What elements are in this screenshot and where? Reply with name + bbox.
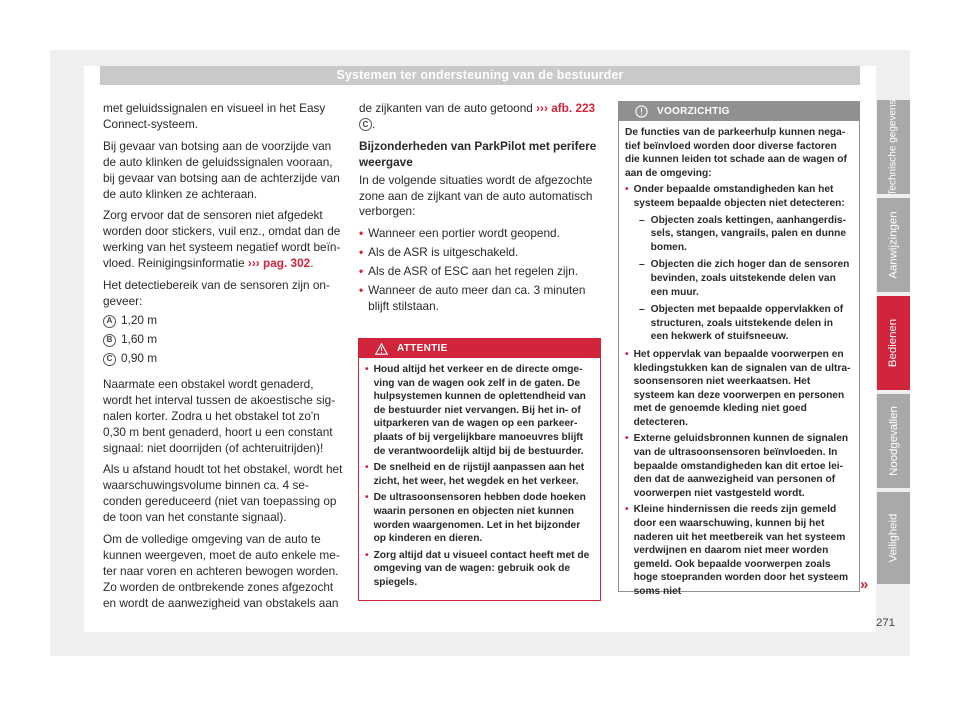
figure-reference-link[interactable]: afb. 223 [551, 101, 596, 115]
list-item: • De snelheid en de rijstijl aanpassen aan het zicht, het weer, het wegdek en het verkeer. [365, 462, 585, 487]
attention-body [359, 358, 600, 597]
attention-box [358, 338, 601, 601]
tab-technische-gegevens[interactable]: Technische gegevens [877, 100, 910, 194]
paragraph: met geluidssignalen en visueel in het Easy Connect-systeem. [103, 101, 326, 131]
bullet-icon: • [625, 504, 629, 516]
range-value: 1,20 m [121, 313, 158, 328]
tab-noodgevallen[interactable]: Noodgevallen [877, 394, 910, 488]
list-item: • Als de ASR is uitgeschakeld. [359, 245, 519, 260]
bullet-icon: • [625, 433, 629, 445]
dash-item: – Objecten die zich hoger dan de sensoren bevinden, zoals uitstekende delen van een muur. [639, 259, 850, 298]
paragraph: de zijkanten van de auto getoond ››› afb. 223 C . [359, 101, 596, 131]
subheading: Bijzonderheden van ParkPilot met perifere weergave [359, 138, 597, 169]
bullet-icon: • [625, 184, 629, 196]
reference-arrow-icon: ››› [247, 256, 260, 271]
reference-arrow-icon: ››› [536, 101, 548, 115]
paragraph: Zorg ervoor dat de sensoren niet afgedekt worden door stickers, vuil enz., omdat dan de werking van het systeem negatief wordt beïnvloed. Reinigingsinformatie ››› pag. 302. [103, 208, 341, 271]
bullet-icon: • [359, 226, 364, 241]
bullet-icon: • [359, 245, 364, 260]
list-item: • Kleine hindernissen die reeds zijn gemeld door een waarschuwing, kunnen bij het naderen uit het meetbereik van het systeem verdwijnen en daarom niet meer worden gemeld. Ook bepaalde voorwerpen zoals hoge stoepranden worden door het systeem soms niet [625, 504, 849, 597]
bullet-icon: • [365, 549, 369, 561]
range-value: 0,90 m [121, 351, 158, 366]
caution-intro: De functies van de parkeerhulp kunnen negatief beïnvloed worden door diverse factoren die kunnen leiden tot schade aan de wagen of aan de omgeving: [625, 127, 847, 179]
caution-title: VOORZICHTIG [657, 106, 730, 117]
caution-body [619, 121, 859, 606]
tab-veiligheid[interactable]: Veiligheid [877, 492, 910, 584]
info-circle-icon [635, 105, 648, 118]
list-item: • Zorg altijd dat u visueel contact heeft met de omgeving van de wagen: gebruik ook de spiegels. [365, 549, 590, 588]
page-number: 271 [876, 617, 896, 629]
paragraph: Naarmate een obstakel wordt genaderd, wordt het interval tussen de akoestische signalen korter. Zodra u het obstakel tot zo'n 0,30 m bent genaderd, hoort u een constant signaal: niet doorrijden (of achteruitrijden)! [103, 376, 336, 455]
list-item: • Onder bepaalde omstandigheden kan het systeem bepaalde objecten niet detecteren: [625, 184, 845, 209]
dash-item: – Objecten zoals kettingen, aanhangerdissels, stangen, vangrails, palen en dunne bomen. [639, 214, 846, 253]
range-value: 1,60 m [121, 332, 158, 347]
list-item: • Het oppervlak van bepaalde voorwerpen en kledingstukken kan de signalen van de ultrasoonsensoren niet weerkaatsen. Het systeem kan deze voorwerpen en personen met de genoemde kleding niet goed detecteren. [625, 348, 851, 428]
caution-header [619, 102, 859, 121]
warning-triangle-icon [375, 343, 388, 355]
bullet-list [359, 226, 602, 315]
text-column-1 [103, 101, 343, 618]
paragraph: In de volgende situaties wordt de afgezochte zone aan de zijkant van de auto automatisch verborgen: [359, 172, 593, 219]
range-item [103, 312, 343, 331]
bullet-icon: • [365, 492, 369, 504]
range-item [103, 350, 343, 369]
list-item: • Externe geluidsbronnen kunnen de signalen van de ultrasoonsensoren beïnvloeden. In bepaalde omstandigheden kan dit ertoe leiden dat de aanwezigheid van personen of voorwerpen niet vastgesteld wordt. [625, 433, 849, 499]
list-item: • Wanneer de auto meer dan ca. 3 minuten blijft stilstaan. [359, 283, 586, 313]
range-list [103, 312, 343, 369]
callout-a-icon: A [103, 315, 116, 328]
section-header: Systemen ter ondersteuning van de bestuurder [100, 66, 860, 85]
continue-arrow-icon: » [860, 576, 869, 593]
paragraph: Bij gevaar van botsing aan de voorzijde van de auto klinken de geluidssignalen vooraan, bij gevaar van botsing aan de achterzijde van de auto klinken ze achteraan. [103, 138, 340, 201]
callout-b-icon: B [103, 334, 116, 347]
attention-title: ATTENTIE [397, 343, 448, 354]
list-item: • Wanneer een portier wordt geopend. [359, 226, 560, 241]
bullet-icon: • [359, 264, 364, 279]
list-item: • Als de ASR of ESC aan het regelen zijn. [359, 264, 578, 279]
caution-box [618, 101, 860, 597]
callout-c-icon: C [359, 118, 372, 131]
page-reference-link[interactable]: pag. 302 [263, 256, 311, 271]
tab-aanwijzingen[interactable]: Aanwijzingen [877, 198, 910, 292]
bullet-icon: • [365, 364, 369, 375]
paragraph: Om de volledige omgeving van de auto te kunnen weergeven, moet de auto enkele meter naar voren en achteren bewogen worden. Zo worden de ontbrekende zones afgezocht en wordt de aanwezigheid van obstakels aan [103, 532, 340, 610]
dash-item: – Objecten met bepaalde oppervlakken of structuren, zoals uitstekende delen in een hekwerk of stuifsneeuw. [639, 304, 844, 343]
attention-header [359, 339, 600, 358]
text-column-2 [359, 101, 602, 318]
tab-bedienen[interactable]: Bedienen [877, 296, 910, 390]
paragraph: Het detectiebereik van de sensoren zijn ongeveer: [103, 278, 330, 308]
bullet-icon: • [365, 462, 369, 474]
bullet-icon: • [625, 348, 629, 360]
list-item: • De ultrasoonsensoren hebben dode hoeken waarin personen en objecten niet kunnen worden waargenomen. Let in het bijzonder op kinderen en dieren. [365, 492, 586, 545]
callout-c-icon: C [103, 353, 116, 366]
bullet-icon: • [359, 283, 364, 298]
range-item [103, 331, 343, 350]
paragraph: Als u afstand houdt tot het obstakel, wordt het waarschuwingsvolume binnen ca. 4 seconden gereduceerd (niet van toepassing op de toon van het constante signaal). [103, 462, 343, 525]
list-item: • Houd altijd het verkeer en de directe omgeving van de wagen ook zelf in de gaten. De hulpsystemen kunnen de oplettendheid van de bestuurder niet vervangen. Bij het in- of uitparkeren van de wagen op een parkeerplaats of bij vergelijkbare manoeuvres blijft de verantwoordelijk altijd bij de bestuurder. [365, 364, 586, 457]
